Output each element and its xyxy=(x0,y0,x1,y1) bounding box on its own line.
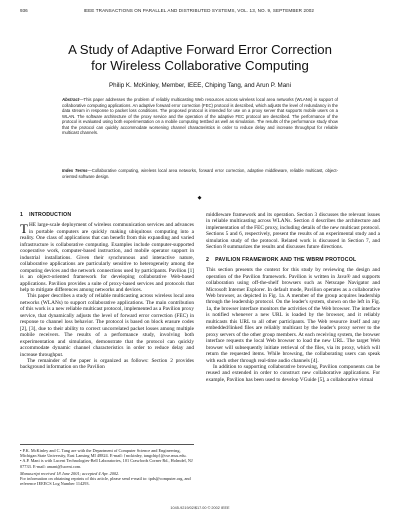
right-column xyxy=(206,212,380,383)
section-2-paragraph-2: In addition to supporting collaborative browsing, Pavilion components can be reused and extended in order to construct new collaborative applications. For example, Pavilion has been used to develop VGuide [5], a collaborative virtual xyxy=(206,363,380,383)
intro-paragraph-2: This paper describes a study of reliable multicasting across wireless local area networks (WLANs) to support collaborative applications. The main contribution of this work is a new reliable multicast protocol, implemented as a Pavilion proxy service, that dynamically adjusts the level of forward error correction (FEC) in response to channel loss behavior. The protocol is based on block erasure codes [2], [3], due to their ability to correct uncorrelated packet losses among multiple mobile receivers. The results of a performance study, involving both experimentation and simulation, demonstrate that the protocol can quickly accommodate dynamic channel characteristics in order to reduce delay and increase throughput. xyxy=(20,293,194,358)
paper-title xyxy=(20,42,380,74)
diamond-separator-icon: ◆ xyxy=(197,195,203,201)
index-terms-label: Index Terms xyxy=(62,168,88,173)
section-separator xyxy=(20,195,380,200)
footnote-line-1: • P.K. McKinley and C. Tang are with the Department of Computer Science and Engineering, Michigan State University, East Lansing MI 48824. E-mail: {mckinley, tangchip}@cse.msu.edu. xyxy=(20,448,187,459)
manuscript-dates: Manuscript received 18 June 2001; accepted 4 Apr. 2002. xyxy=(20,470,120,476)
section-2-heading xyxy=(206,257,380,263)
section-2-paragraph-1: This section presents the context for this study by reviewing the design and operation of the Pavilion framework. Pavilion is written in Java® and supports collaboration using off-the-shelf browsers such as Netscape Navigator and Microsoft Internet Explorer. In default mode, Pavilion operates as a collaborative Web browser, as depicted in Fig. 1a. A member of the group acquires leadership through the leadership protocol. On the leader's system, shown on the left in Fig. 1a, the browser interface monitors the activities of the Web browser. The interface is notified whenever a new URL is loaded by the browser, and it reliably multicasts this URL to all other participants. The Web resource itself and any embedded/linked files are reliably multicast by the leader's proxy server to the proxy servers of the other group members. At each receiving system, the browser interface requests the local Web browser to load the new URL. The target Web browser will subsequently initiate retrieval of the files, via its proxy, which will return the requested items. While browsing, the collaborating users can speak with each other through real-time audio channels [4]. xyxy=(206,267,380,364)
running-header xyxy=(20,8,380,13)
page-number: 936 xyxy=(20,8,28,13)
section-2-number: 2 xyxy=(206,256,210,263)
copyright-id: 1045-9219/02/$17.00 © 2002 IEEE xyxy=(170,506,230,510)
section-1-heading xyxy=(20,212,194,218)
intro-paragraph-3: The remainder of the paper is organized as follows: Section 2 provides background information on the Pavilion xyxy=(20,357,194,371)
intro-continuation: middleware framework and its operation. Section 3 discusses the relevant issues in reliable multicasting across WLANs. Section 4 describes the architecture and implementation of the FEC proxy, including details of the new multicast protocol. Sections 5 and 6, respectively, present the results of an experimental study and a simulation study of the protocol. Related work is discussed in Section 7, and Section 8 summarizes the results and discusses future directions. xyxy=(206,212,380,251)
left-column xyxy=(20,212,194,371)
abstract-text: —This paper addresses the problem of reliably multicasting Web resources across wireless local area networks (WLANs) in support of collaborative computing applications. An adaptive forward error correction (FEC) protocol is described, which adjusts the level of redundancy in the data stream in response to packet loss conditions. The proposed protocol is intended for use on a proxy server that supports mobile users on a WLAN. The software architecture of the proxy service and the operation of the adaptive FEC protocol are described. The performance of the protocol is evaluated using both experimentation on a mobile computing testbed as well as simulation. The results of the performance study show that the protocol can quickly accommodate worsening channel characteristics in order to reduce delay and increase throughput for reliable multicast channels. xyxy=(62,97,338,136)
intro-paragraph-1 xyxy=(20,222,194,293)
section-1-title: INTRODUCTION xyxy=(29,212,72,218)
abstract xyxy=(62,97,338,136)
title-line-2: for Wireless Collaborative Computing xyxy=(91,58,309,73)
intro-paragraph-1-text: HE large-scale deployment of wireless communication services and advances in portable computers are quickly making ubiquitous computing into a reality. One class of applications that can benefit from this expanding and varied infrastructure is collaborative computing. Examples include computer-supported cooperative work, computer-based instruction, and mobile operator support in industrial installations. Given their synchronous and interactive nature, collaborative applications are particularly sensitive to heterogeneity among the computing devices and the network connections used by participants. Pavilion [1] is an object-oriented framework for developing collaborative Web-based applications. Pavilion provides a suite of proxy-based services and protocols that help to mitigate differences among networks and devices. xyxy=(20,222,194,293)
author-line: Philip K. McKinley, Member, IEEE, Chiping Tang, and Arun P. Mani xyxy=(109,82,291,89)
author-footnote xyxy=(20,444,194,486)
index-terms-text: —Collaborative computing, wireless local area networks, forward error correction, adaptive middleware, reliable multicast, object-oriented software design. xyxy=(62,168,338,179)
index-terms xyxy=(62,168,338,179)
drop-cap: T xyxy=(20,221,28,237)
section-1-number: 1 xyxy=(20,212,24,218)
journal-header: IEEE TRANSACTIONS ON PARALLEL AND DISTRIBUTED SYSTEMS, VOL. 13, NO. 9, SEPTEMBER 2002 xyxy=(83,8,315,13)
abstract-label: Abstract xyxy=(62,97,80,102)
footnote-line-2: • A.P. Mani is with Lucent Technologies-Bell Laboratories, 101 Crawfords Corner Rd., Holmdel, NJ 07733. E-mail: amani@lucent.com. xyxy=(20,458,193,469)
reprint-info: For information on obtaining reprints of this article, please send e-mail to: tpds@computer.org, and reference IEEECS Log Number 114293. xyxy=(20,476,191,487)
section-2-title: PAVILION FRAMEWORK AND THE WBRM PROTOCOL xyxy=(215,256,357,263)
title-line-1: A Study of Adaptive Forward Error Correction xyxy=(68,42,332,57)
